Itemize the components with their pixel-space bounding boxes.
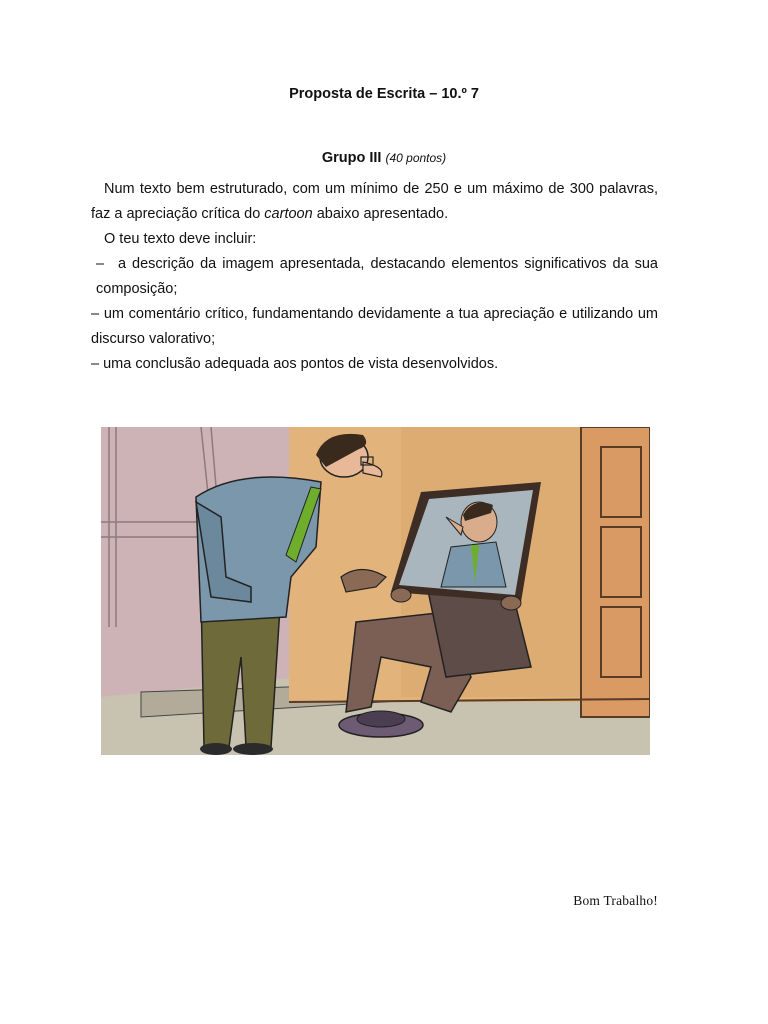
group-heading xyxy=(0,150,768,166)
bullet-dash: – xyxy=(91,306,100,322)
instructions xyxy=(91,177,658,377)
bullet-item xyxy=(91,352,658,377)
intro-text-1: Num texto bem estruturado, com um mínimo de 250 e um máximo de 300 palavras, faz a apreciação crítica do xyxy=(91,181,658,222)
bullet-dash: – xyxy=(96,256,105,272)
cartoon-door-frame xyxy=(581,427,650,717)
bullet-text: a descrição da imagem apresentada, destacando elementos significativos da sua composição; xyxy=(96,256,658,297)
bullet-dash: – xyxy=(91,356,100,372)
cartoon-illustration xyxy=(101,427,650,755)
bullet-item xyxy=(91,302,658,352)
cartoon-hat-crown xyxy=(357,711,405,727)
bullet-item xyxy=(91,252,658,302)
bullet-text: uma conclusão adequada aos pontos de vista desenvolvidos. xyxy=(103,356,499,372)
group-points: (40 pontos) xyxy=(385,151,447,165)
signoff: Bom Trabalho! xyxy=(573,893,658,908)
must-include-line: O teu texto deve incluir: xyxy=(104,231,257,247)
intro-text-2: abaixo apresentado. xyxy=(312,206,449,222)
cartoon-man-shoe xyxy=(233,743,273,755)
cartoon-beggar-grip xyxy=(391,588,411,602)
intro-paragraph xyxy=(91,177,658,227)
intro-italic-word: cartoon xyxy=(264,206,313,222)
cartoon-beggar-grip xyxy=(501,596,521,610)
page-title: Proposta de Escrita – 10.º 7 xyxy=(289,86,479,102)
group-title: Grupo III xyxy=(321,150,382,166)
bullet-text: um comentário crítico, fundamentando devidamente a tua apreciação e utilizando um discurso valorativo; xyxy=(91,306,659,347)
cartoon-man-shoe xyxy=(200,743,232,755)
